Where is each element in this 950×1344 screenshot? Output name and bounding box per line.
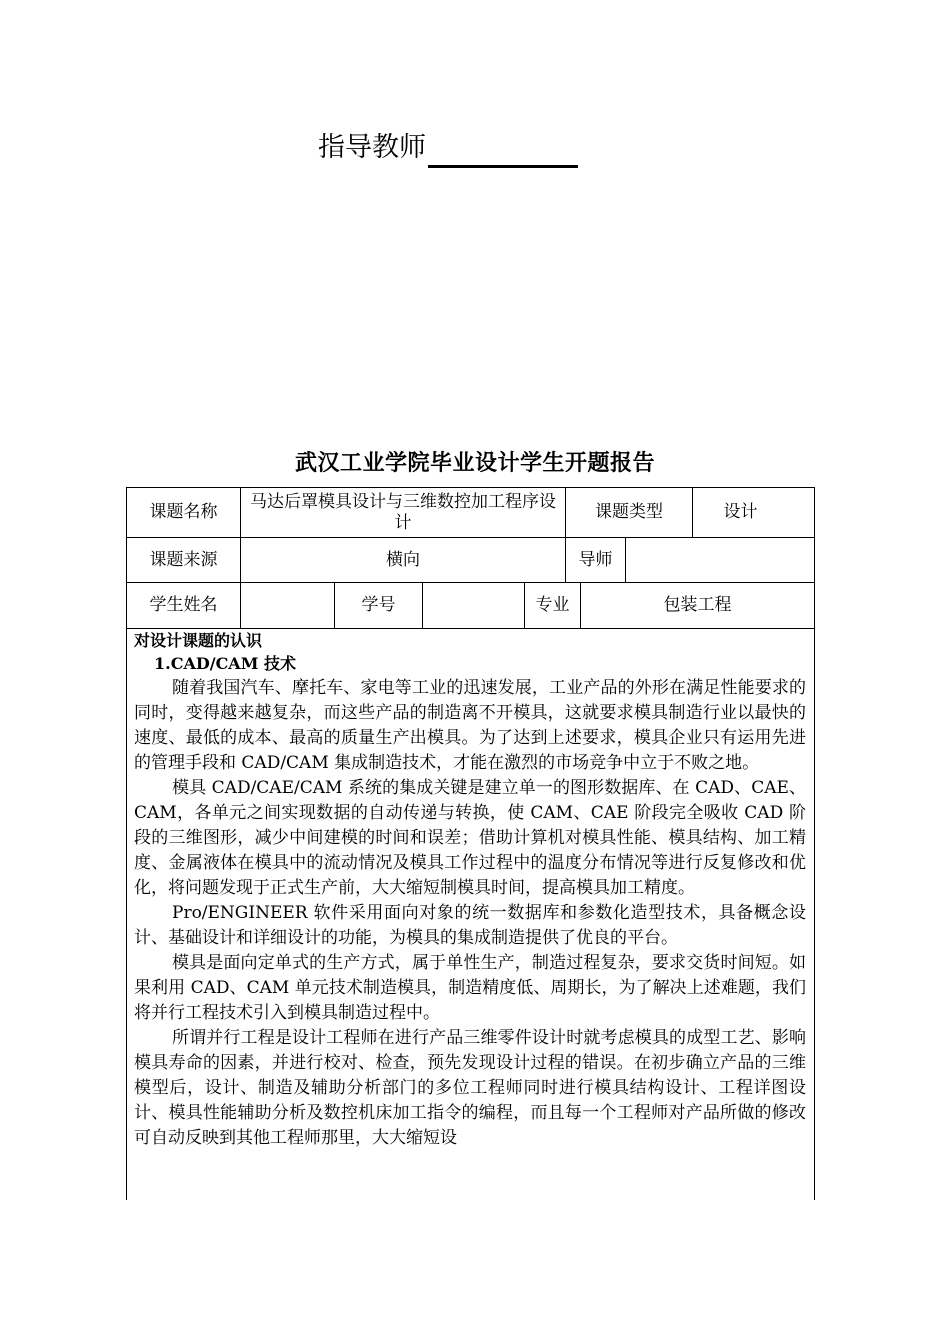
paragraph: Pro/ENGINEER 软件采用面向对象的统一数据库和参数化造型技术，具备概念设计、基础设计和详细设计的功能，为模具的集成制造提供了优良的平台。 [134,903,806,948]
paragraph: 所谓并行工程是设计工程师在进行产品三维零件设计时就考虑模具的成型工艺、影响模具寿命的因素，并进行校对、检查，预先发现设计过程的错误。在初步确立产品的三维模型后，设计、制造及辅助分析部门的多位工程师同时进行模具结构设计、工程详图设计、模具性能辅助分析及数控机床加工指令的编程，而且每一个工程师对产品所做的修改可自动反映到其他工程师那里，大大缩短设 [134,1028,806,1148]
student-id-value [423,583,524,628]
student-id-label: 学号 [361,595,396,615]
advisor-line [318,128,578,168]
topic-source-value: 横向 [386,549,420,570]
topic-source-label: 课题来源 [149,549,218,570]
advisor-label: 指导教师 [318,132,426,163]
subsection-title: 1.CAD/CAM 技术 [154,654,297,673]
topic-name-value: 马达后罩模具设计与三维数控加工程序设计 [250,491,556,533]
supervisor-label: 导师 [578,549,613,570]
topic-name-label: 课题名称 [149,502,218,522]
supervisor-value [626,538,814,582]
paragraph: 模具 CAD/CAE/CAM 系统的集成关键是建立单一的图形数据库、在 CAD、CAE、CAM，各单元之间实现数据的自动传递与转换，使 CAM、CAE 阶段完全吸收 CAD 阶段的三维图形，减少中间建模的时间和误差；借助计算机对模具性能、模具结构、加工精度、金属液体在模具中的流动情况及模具工作过程中的温度分布情况等进行反复修改和优化，将问题发现于正式生产前，大大缩短制模具时间，提高模具加工精度。 [134,778,806,898]
paragraph: 随着我国汽车、摩托车、家电等工业的迅速发展，工业产品的外形在满足性能要求的同时，变得越来越复杂，而这些产品的制造离不开模具，这就要求模具制造行业以最快的速度、最低的成本、最高的质量生产出模具。为了达到上述要求，模具企业只有运用先进的管理手段和 CAD/CAM 集成制造技术，才能在激烈的市场竞争中立于不败之地。 [134,678,806,773]
section-title: 对设计课题的认识 [134,631,263,650]
row-divider [126,628,815,629]
major-label: 专业 [535,595,570,615]
report-title: 武汉工业学院毕业设计学生开题报告 [294,451,655,476]
topic-understanding-section [134,630,806,1151]
topic-type-value: 设计 [723,502,758,522]
student-name-value [241,583,334,628]
student-name-label: 学生姓名 [149,595,218,615]
major-value: 包装工程 [663,595,732,615]
topic-type-label: 课题类型 [595,502,663,522]
paragraph: 模具是面向定单式的生产方式，属于单性生产，制造过程复杂，要求交货时间短。如果利用 CAD、CAM 单元技术制造模具，制造精度低、周期长，为了解决上述难题，我们将并行工程技术引入到模具制造过程中。 [134,953,806,1023]
advisor-blank [428,131,578,168]
